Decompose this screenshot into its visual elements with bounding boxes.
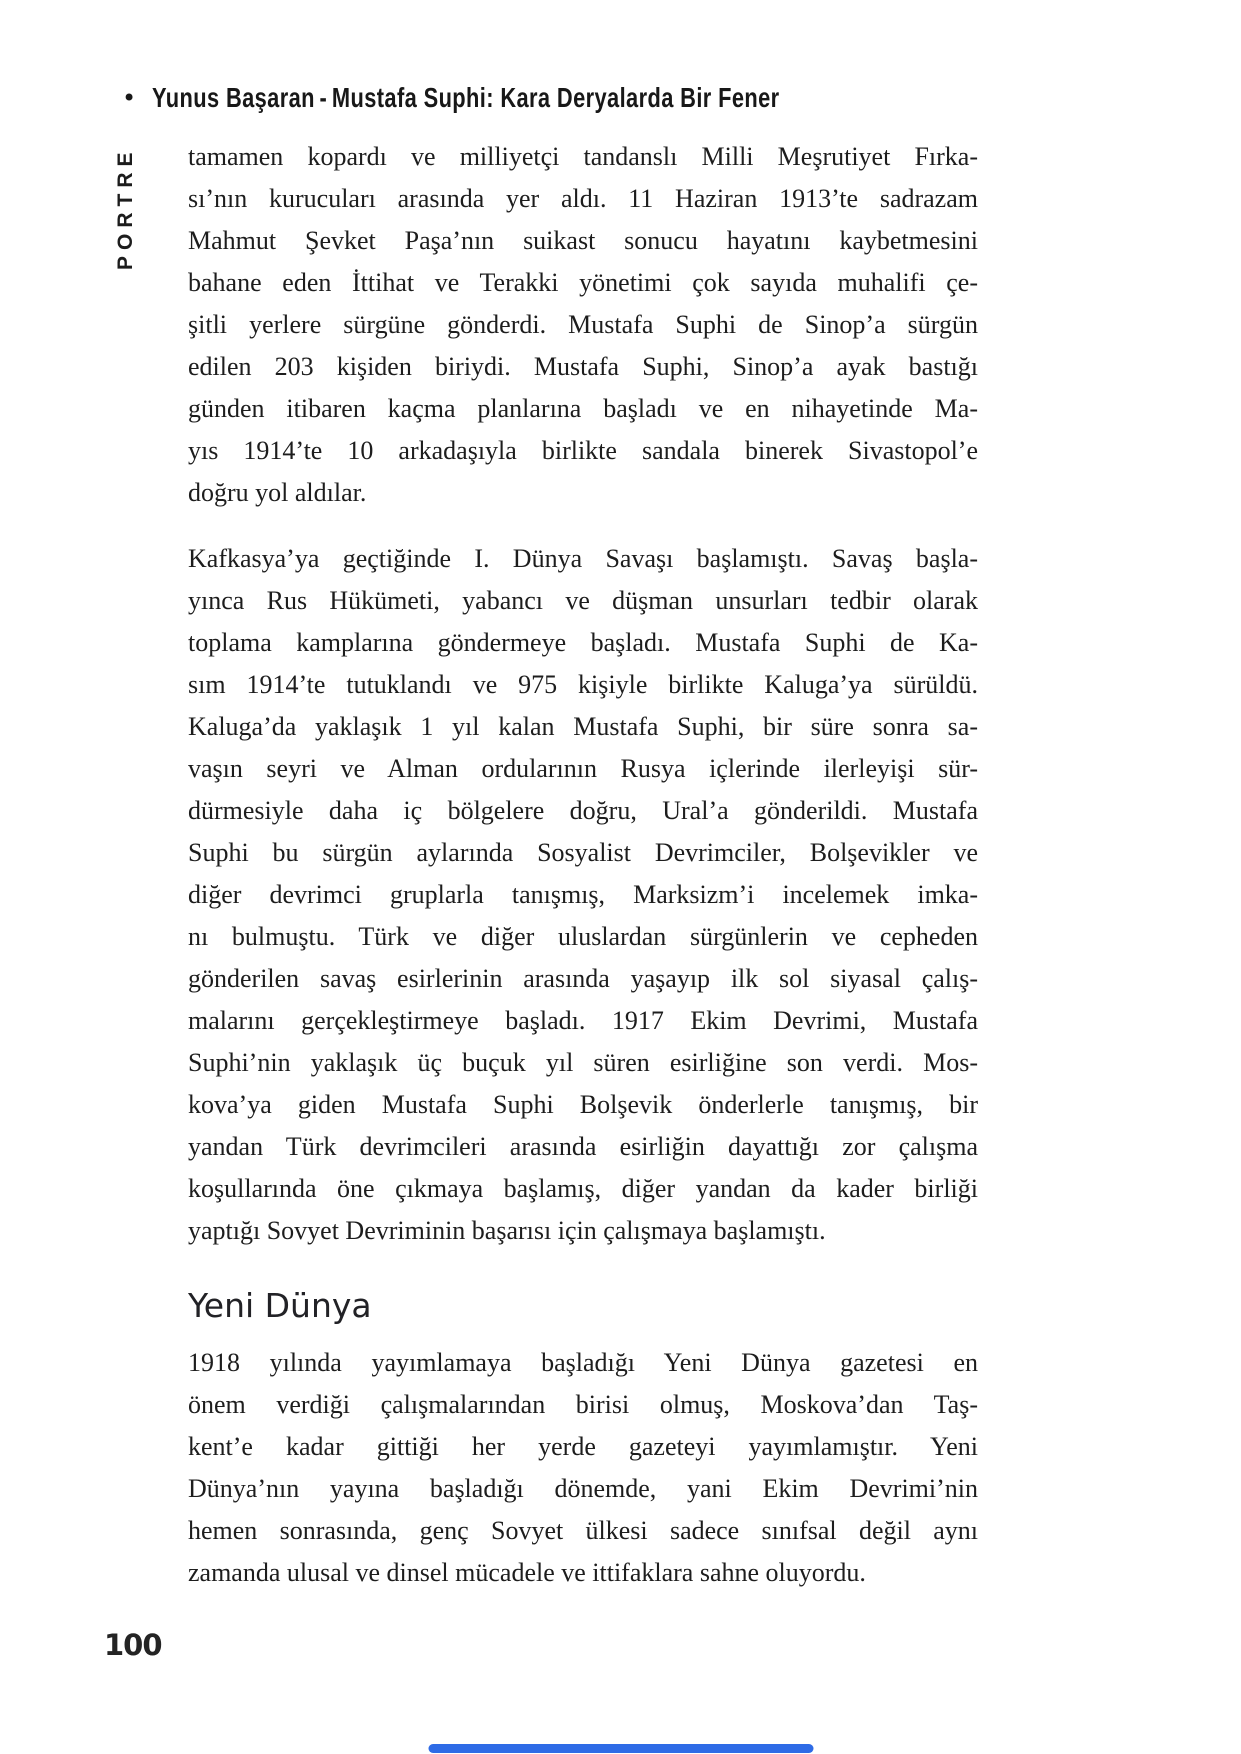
text-line: yınca Rus Hükümeti, yabancı ve düşman unsurları tedbir olarak xyxy=(188,586,978,615)
body-text xyxy=(188,136,978,1618)
text-line: yandan Türk devrimcileri arasında esirliğin dayattığı zor çalışma xyxy=(188,1132,978,1161)
paragraph xyxy=(188,1342,978,1594)
text-line: Kaluga’da yaklaşık 1 yıl kalan Mustafa Suphi, bir süre sonra sa- xyxy=(188,712,978,741)
text-line: koşullarında öne çıkmaya başlamış, diğer yandan da kader birliği xyxy=(188,1174,978,1203)
section-label-vertical: PORTRE xyxy=(114,146,137,270)
text-line: edilen 203 kişiden biriydi. Mustafa Suphi, Sinop’a ayak bastığı xyxy=(188,352,978,381)
header-book-title: Mustafa Suphi: Kara Deryalarda Bir Fener xyxy=(332,82,780,113)
text-line: Suphi bu sürgün aylarında Sosyalist Devrimciler, Bolşevikler ve xyxy=(188,838,978,867)
text-line: bahane eden İttihat ve Terakki yönetimi çok sayıda muhalifi çe- xyxy=(188,268,978,297)
running-header xyxy=(122,82,957,114)
text-line: doğru yol aldılar. xyxy=(188,478,367,507)
text-line: malarını gerçekleştirmeye başladı. 1917 Ekim Devrimi, Mustafa xyxy=(188,1006,978,1035)
header-text xyxy=(152,82,780,114)
text-line: yıs 1914’te 10 arkadaşıyla birlikte sandala binerek Sivastopol’e xyxy=(188,436,978,465)
text-line: kova’ya giden Mustafa Suphi Bolşevik önderlerle tanışmış, bir xyxy=(188,1090,978,1119)
section-heading: Yeni Dünya xyxy=(188,1286,372,1325)
header-bullet-icon: • xyxy=(122,84,137,112)
text-line: hemen sonrasında, genç Sovyet ülkesi sadece sınıfsal değil aynı xyxy=(188,1516,978,1545)
reader-progress-bar[interactable] xyxy=(428,1744,813,1753)
paragraph xyxy=(188,538,978,1252)
text-line: Dünya’nın yayına başladığı dönemde, yani Ekim Devrimi’nin xyxy=(188,1474,978,1503)
text-line: sım 1914’te tutuklandı ve 975 kişiyle birlikte Kaluga’ya sürüldü. xyxy=(188,670,978,699)
text-line: günden itibaren kaçma planlarına başladı ve en nihayetinde Ma- xyxy=(188,394,978,423)
text-line: toplama kamplarına göndermeye başladı. Mustafa Suphi de Ka- xyxy=(188,628,978,657)
text-line: vaşın seyri ve Alman ordularının Rusya içlerinde ilerleyişi sür- xyxy=(188,754,978,783)
text-line: tamamen kopardı ve milliyetçi tandanslı Milli Meşrutiyet Fırka- xyxy=(188,142,978,171)
text-line: gönderilen savaş esirlerinin arasında yaşayıp ilk sol siyasal çalış- xyxy=(188,964,978,993)
text-line: nı bulmuştu. Türk ve diğer uluslardan sürgünlerin ve cepheden xyxy=(188,922,978,951)
text-line: dürmesiyle daha iç bölgelere doğru, Ural’a gönderildi. Mustafa xyxy=(188,796,978,825)
header-author: Yunus Başaran xyxy=(152,82,316,113)
text-line: şitli yerlere sürgüne gönderdi. Mustafa Suphi de Sinop’a sürgün xyxy=(188,310,978,339)
header-separator: - xyxy=(319,82,328,113)
text-line: Suphi’nin yaklaşık üç buçuk yıl süren esirliğine son verdi. Mos- xyxy=(188,1048,978,1077)
text-line: Kafkasya’ya geçtiğinde I. Dünya Savaşı başlamıştı. Savaş başla- xyxy=(188,544,978,573)
text-line: sı’nın kurucuları arasında yer aldı. 11 Haziran 1913’te sadrazam xyxy=(188,184,978,213)
text-line: Mahmut Şevket Paşa’nın suikast sonucu hayatını kaybetmesini xyxy=(188,226,978,255)
text-line: önem verdiği çalışmalarından birisi olmuş, Moskova’dan Taş- xyxy=(188,1390,978,1419)
text-line: zamanda ulusal ve dinsel mücadele ve ittifaklara sahne oluyordu. xyxy=(188,1558,866,1587)
page-number: 100 xyxy=(104,1628,162,1662)
paragraph xyxy=(188,136,978,514)
text-line: yaptığı Sovyet Devriminin başarısı için çalışmaya başlamıştı. xyxy=(188,1216,826,1245)
text-line: diğer devrimci gruplarla tanışmış, Marksizm’i incelemek imka- xyxy=(188,880,978,909)
text-line: kent’e kadar gittiği her yerde gazeteyi yayımlamıştır. Yeni xyxy=(188,1432,978,1461)
text-line: 1918 yılında yayımlamaya başladığı Yeni Dünya gazetesi en xyxy=(188,1348,978,1377)
